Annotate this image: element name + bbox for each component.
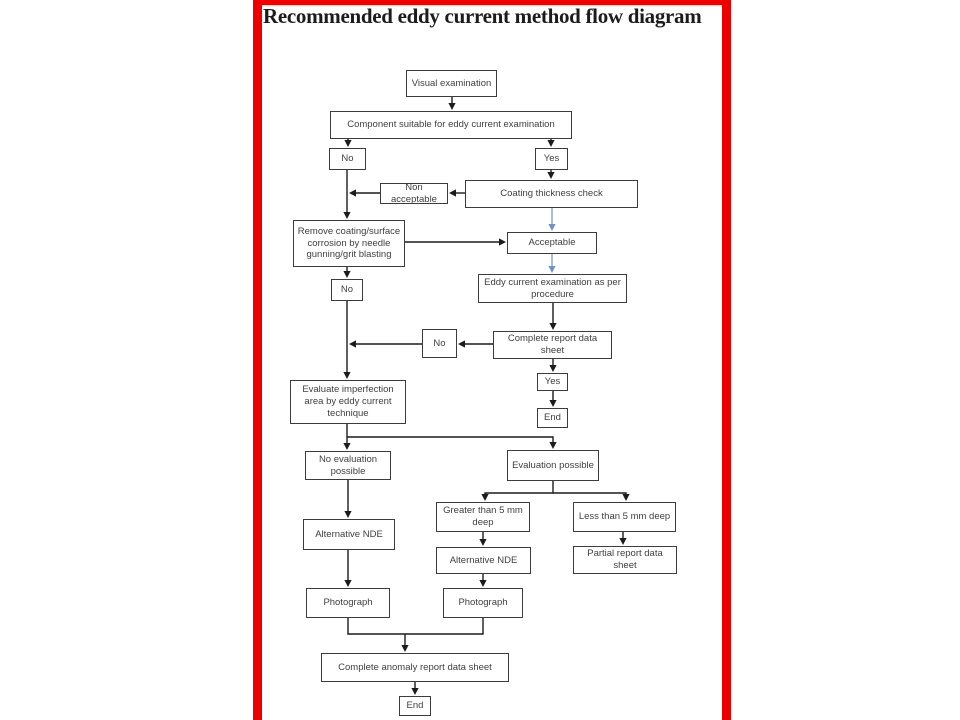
- flow-node-partial-report-data-sheet: Partial report data sheet: [573, 546, 677, 574]
- flow-node-remove-coating: Remove coating/surface corrosion by needle gunning/grit blasting: [293, 220, 405, 267]
- flow-node-alternative-nde-1: Alternative NDE: [303, 519, 395, 550]
- flow-node-yes-1: Yes: [535, 148, 568, 170]
- flow-node-less-than-5mm: Less than 5 mm deep: [573, 502, 676, 532]
- flow-node-no-2: No: [331, 279, 363, 301]
- flow-node-non-acceptable: Non acceptable: [380, 183, 448, 204]
- flow-node-end-2: End: [399, 696, 431, 716]
- flow-node-complete-anomaly-report: Complete anomaly report data sheet: [321, 653, 509, 682]
- flow-node-component-suitable: Component suitable for eddy current examination: [330, 111, 572, 139]
- flow-node-visual-examination: Visual examination: [406, 70, 497, 97]
- flow-node-complete-report-data-sheet: Complete report data sheet: [493, 331, 612, 359]
- flow-node-coating-thickness-check: Coating thickness check: [465, 180, 638, 208]
- flow-node-yes-2: Yes: [537, 373, 568, 391]
- flow-node-evaluate-imperfection: Evaluate imperfection area by eddy current technique: [290, 380, 406, 424]
- flow-node-no-evaluation-possible: No evaluation possible: [305, 451, 391, 480]
- flow-node-evaluation-possible: Evaluation possible: [507, 450, 599, 481]
- diagram-title: Recommended eddy current method flow diagram: [263, 4, 702, 28]
- flow-node-alternative-nde-2: Alternative NDE: [436, 547, 531, 574]
- flow-node-no-1: No: [329, 148, 366, 170]
- flow-node-greater-than-5mm: Greater than 5 mm deep: [436, 502, 530, 532]
- flow-node-no-3: No: [422, 329, 457, 358]
- flow-node-eddy-current-examination: Eddy current examination as per procedure: [478, 274, 627, 303]
- flow-node-end-1: End: [537, 408, 568, 428]
- flow-node-photograph-2: Photograph: [443, 588, 523, 618]
- flow-node-acceptable: Acceptable: [507, 232, 597, 254]
- flow-node-photograph-1: Photograph: [306, 588, 390, 618]
